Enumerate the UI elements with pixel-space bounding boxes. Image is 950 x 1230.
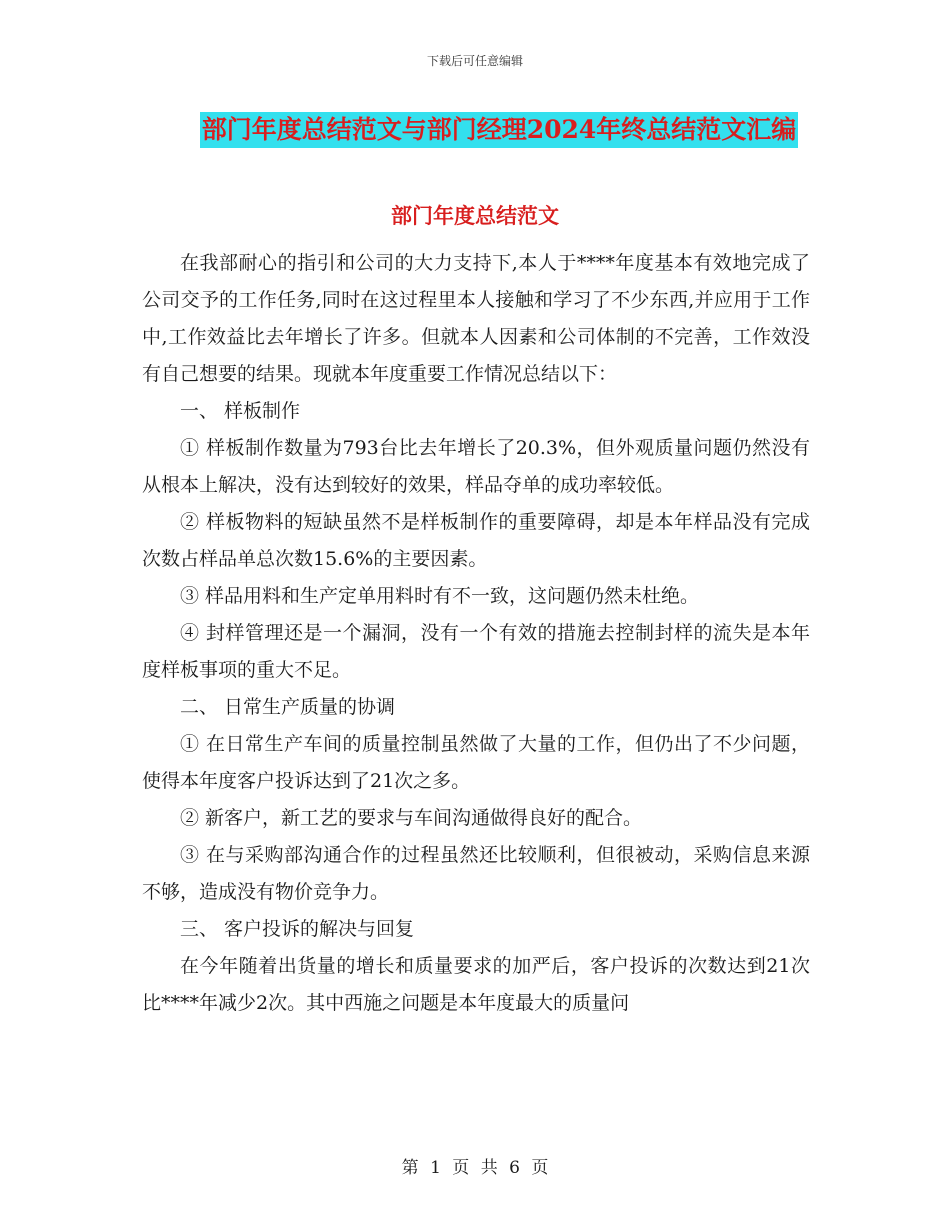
- paragraph-item: ① 在日常生产车间的质量控制虽然做了大量的工作，但仍出了不少问题，使得本年度客户投诉达到了21次之多。: [142, 733, 810, 792]
- section-title: 部门年度总结范文: [391, 203, 559, 228]
- heading-sample-making: 一、 样板制作: [180, 400, 301, 422]
- paragraph-item: ③ 在与采购部沟通合作的过程虽然还比较顺利，但很被动，采购信息来源不够，造成没有物价竞争力。: [142, 844, 810, 903]
- paragraph-item: ② 样板物料的短缺虽然不是样板制作的重要障碍，却是本年样品没有完成次数占样品单总次数15.6%的主要因素。: [142, 511, 810, 570]
- paragraph-item: ① 样板制作数量为793台比去年增长了20.3%，但外观质量问题仍然没有从根本上解决，没有达到较好的效果，样品夺单的成功率较低。: [142, 437, 810, 496]
- main-title-container: [0, 112, 950, 148]
- paragraph-item: ② 新客户，新工艺的要求与车间沟通做得良好的配合。: [180, 807, 643, 829]
- page-number: 第 1 页 共 6 页: [401, 1158, 549, 1178]
- paragraph-intro: 在我部耐心的指引和公司的大力支持下,本人于****年度基本有效地完成了公司交予的工作任务,同时在这过程里本人接触和学习了不少东西,并应用于工作中,工作效益比去年增长了许多。但就本人因素和公司体制的不完善，工作效没有自己想要的结果。现就本年度重要工作情况总结以下：: [142, 252, 810, 385]
- paragraph-item: ③ 样品用料和生产定单用料时有不一致，这问题仍然未杜绝。: [180, 585, 700, 607]
- page-header-note: 下载后可任意编辑: [426, 54, 523, 68]
- document-body: [142, 245, 810, 1022]
- paragraph-item: 在今年随着出货量的增长和质量要求的加严后，客户投诉的次数达到21次比****年减少2次。其中西施之问题是本年度最大的质量问: [142, 955, 810, 1014]
- paragraph-item: ④ 封样管理还是一个漏洞，没有一个有效的措施去控制封样的流失是本年度样板事项的重大不足。: [142, 622, 810, 681]
- main-title: 部门年度总结范文与部门经理2024年终总结范文汇编: [200, 112, 799, 148]
- heading-production-quality: 二、 日常生产质量的协调: [180, 696, 396, 718]
- heading-customer-complaints: 三、 客户投诉的解决与回复: [180, 918, 415, 940]
